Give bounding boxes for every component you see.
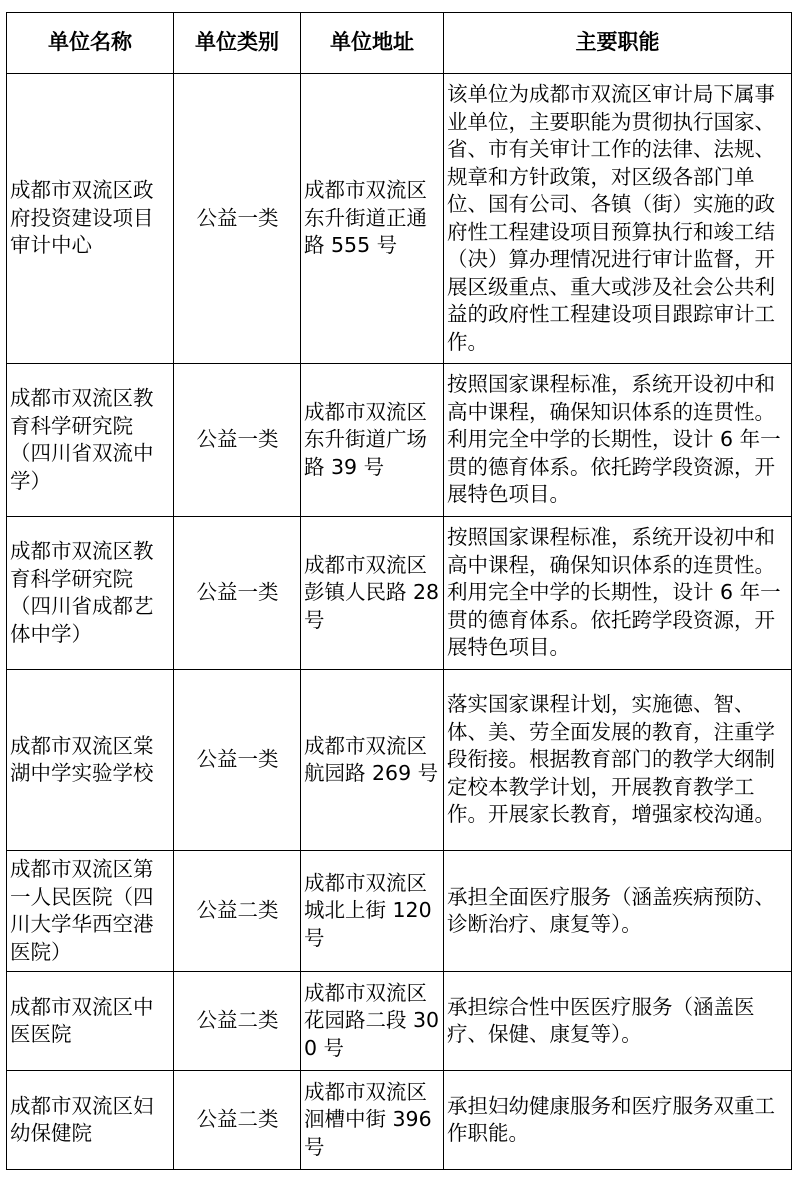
unit-function-cell: 承担综合性中医医疗服务（涵盖医疗、保健、康复等）。 — [444, 972, 792, 1071]
unit-address-cell: 成都市双流区彭镇人民路 28 号 — [301, 517, 444, 670]
unit-type-cell: 公益一类 — [174, 670, 301, 851]
unit-type-cell: 公益二类 — [174, 1071, 301, 1170]
table-row — [7, 1071, 792, 1170]
header-unit-name: 单位名称 — [7, 13, 174, 74]
unit-address-cell: 成都市双流区城北上街 120 号 — [301, 851, 444, 972]
table-row — [7, 517, 792, 670]
unit-address-cell: 成都市双流区东升街道广场路 39 号 — [301, 364, 444, 517]
unit-function-cell: 按照国家课程标准，系统开设初中和高中课程，确保知识体系的连贯性。利用完全中学的长期性，设计 6 年一贯的德育体系。依托跨学段资源，开展特色项目。 — [444, 517, 792, 670]
unit-function-cell: 按照国家课程标准，系统开设初中和高中课程，确保知识体系的连贯性。利用完全中学的长期性，设计 6 年一贯的德育体系。依托跨学段资源，开展特色项目。 — [444, 364, 792, 517]
unit-function-cell: 承担妇幼健康服务和医疗服务双重工作职能。 — [444, 1071, 792, 1170]
units-table — [6, 12, 792, 1170]
header-main-function: 主要职能 — [444, 13, 792, 74]
unit-type-cell: 公益一类 — [174, 364, 301, 517]
table-row — [7, 364, 792, 517]
unit-function-cell: 落实国家课程计划，实施德、智、体、美、劳全面发展的教育，注重学段衔接。根据教育部门的教学大纲制定校本教学计划，开展教育教学工作。开展家长教育，增强家校沟通。 — [444, 670, 792, 851]
unit-name-cell: 成都市双流区中医医院 — [7, 972, 174, 1071]
unit-name-cell: 成都市双流区教育科学研究院（四川省成都艺体中学） — [7, 517, 174, 670]
unit-name-cell: 成都市双流区政府投资建设项目审计中心 — [7, 74, 174, 364]
table-row — [7, 670, 792, 851]
table-row — [7, 851, 792, 972]
table-header-row — [7, 13, 792, 74]
unit-function-cell: 承担全面医疗服务（涵盖疾病预防、诊断治疗、康复等）。 — [444, 851, 792, 972]
unit-address-cell: 成都市双流区洄槽中街 396 号 — [301, 1071, 444, 1170]
unit-type-cell: 公益二类 — [174, 851, 301, 972]
unit-type-cell: 公益一类 — [174, 517, 301, 670]
unit-function-cell: 该单位为成都市双流区审计局下属事业单位，主要职能为贯彻执行国家、省、市有关审计工作的法律、法规、规章和方针政策，对区级各部门单位、国有公司、各镇（街）实施的政府性工程建设项目预算执行和竣工结（决）算办理情况进行审计监督，开展区级重点、重大或涉及社会公共利益的政府性工程建设项目跟踪审计工作。 — [444, 74, 792, 364]
unit-address-cell: 成都市双流区花园路二段 300 号 — [301, 972, 444, 1071]
unit-address-cell: 成都市双流区航园路 269 号 — [301, 670, 444, 851]
header-unit-address: 单位地址 — [301, 13, 444, 74]
unit-type-cell: 公益一类 — [174, 74, 301, 364]
unit-name-cell: 成都市双流区妇幼保健院 — [7, 1071, 174, 1170]
unit-name-cell: 成都市双流区第一人民医院（四川大学华西空港医院） — [7, 851, 174, 972]
unit-name-cell: 成都市双流区棠湖中学实验学校 — [7, 670, 174, 851]
table-row — [7, 74, 792, 364]
unit-address-cell: 成都市双流区东升街道正通路 555 号 — [301, 74, 444, 364]
unit-name-cell: 成都市双流区教育科学研究院（四川省双流中学） — [7, 364, 174, 517]
table-row — [7, 972, 792, 1071]
unit-type-cell: 公益二类 — [174, 972, 301, 1071]
header-unit-type: 单位类别 — [174, 13, 301, 74]
